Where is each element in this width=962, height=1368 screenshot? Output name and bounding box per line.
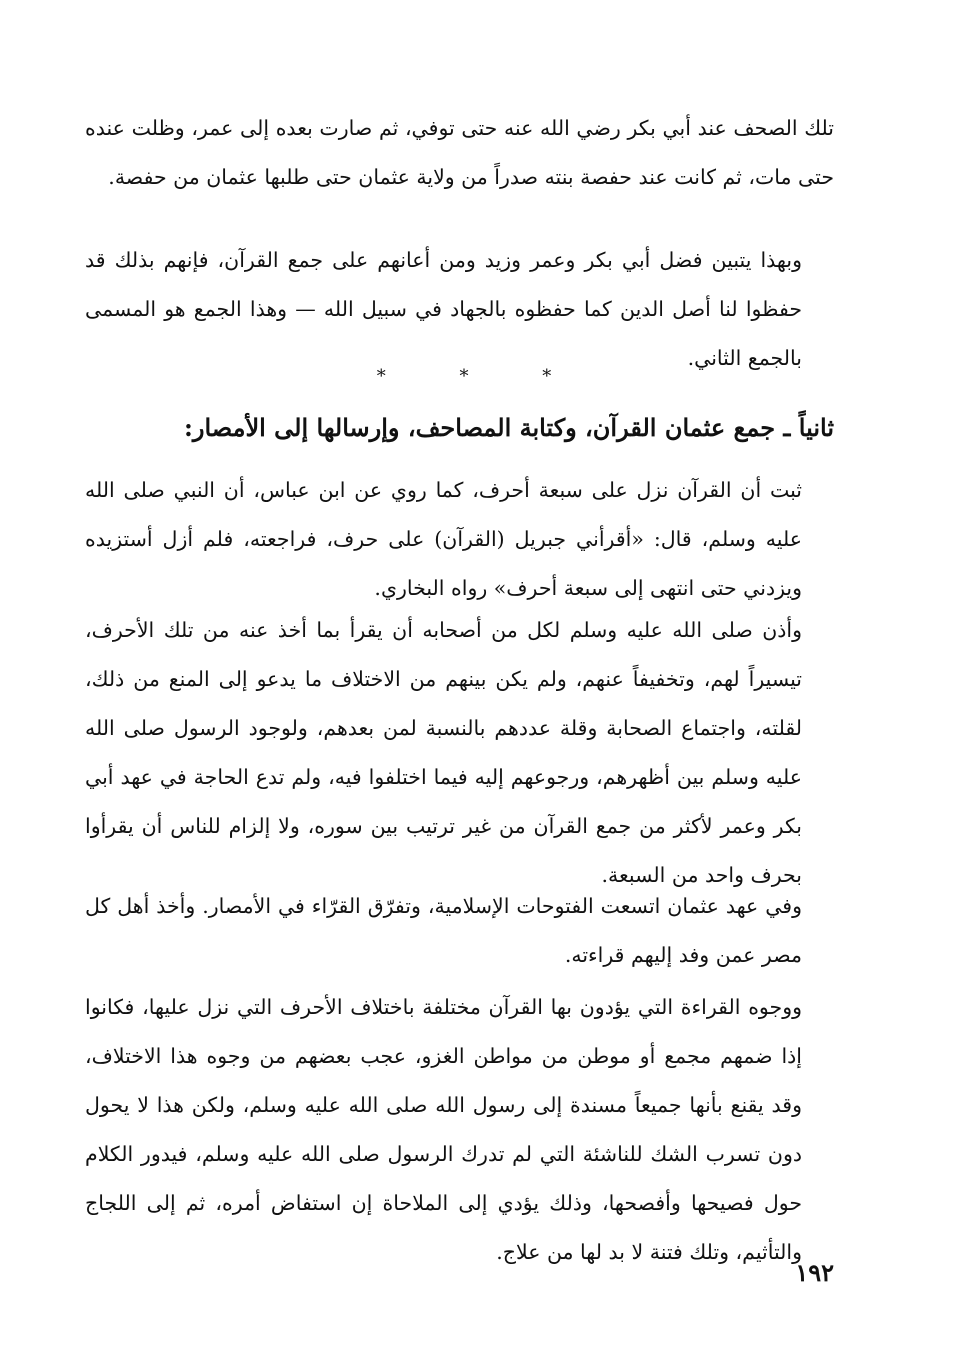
paragraph-6-text: ووجوه القراءة التي يؤدون بها القرآن مختلفة باختلاف الأحرف التي نزل عليها، فكانوا إذا ضمهم مجمع أو موطن من مواطن الغزو، عجب بعضهم من وجوه هذا الاختلاف، وقد يقنع بأنها جميعاً مسندة إلى رسول الله صلى الله عليه وسلم، ولكن هذا لا يحول دون تسرب الشك للناشئة التي لم تدرك الرسول صلى الله عليه وسلم، فيدور الكلام حول فصيحها وأفصحها، وذلك يؤدي إلى الملاحاة إن استفاض أمره، ثم إلى اللجاج والتأثيم، وتلك فتنة لا بد لها من علاج. xyxy=(85,995,802,1264)
paragraph-1-text: تلك الصحف عند أبي بكر رضي الله عنه حتى توفي، ثم صارت بعده إلى عمر، وظلت عنده حتى مات، ثم كانت عند حفصة بنته صدراً من ولاية عثمان حتى طلبها عثمان من حفصة. xyxy=(85,116,834,189)
paragraph-3-text: ثبت أن القرآن نزل على سبعة أحرف، كما روي عن ابن عباس، أن النبي صلى الله عليه وسلم، قال: «أقرأني جبريل (القرآن) على حرف، فراجعته، فلم أزل أستزيده ويزدني حتى انتهى إلى سبعة أحرف» رواه البخاري. xyxy=(85,478,802,600)
paragraph-4-text: وأذن صلى الله عليه وسلم لكل من أصحابه أن يقرأ بما أخذ عنه من تلك الأحرف، تيسيراً لهم، وتخفيفاً عنهم، ولم يكن بينهم من الاختلاف ما يدعو إلى المنع من ذلك، لقلته، واجتماع الصحابة وقلة عددهم بالنسبة لمن بعدهم، ولوجود الرسول صلى الله عليه وسلم بين أظهرهم، ورجوعهم إليه فيما اختلفوا فيه، ولم تدع الحاجة في عهد أبي بكر وعمر لأكثر من جمع القرآن من غير ترتيب بين سوره، ولا إلزام للناس أن يقرأوا بحرف واحد من السبعة. xyxy=(85,618,802,887)
paragraph-6 xyxy=(85,983,834,1277)
paragraph-4 xyxy=(85,606,834,900)
paragraph-3 xyxy=(85,466,834,613)
section-separator: * * * xyxy=(376,366,586,387)
section-heading: ثانياً ـ جمع عثمان القرآن، وكتابة المصاحف، وإرسالها إلى الأمصار: xyxy=(184,413,834,442)
page-number: ١٩٢ xyxy=(795,1258,834,1287)
paragraph-2-text: وبهذا يتبين فضل أبي بكر وعمر وزيد ومن أعانهم على جمع القرآن، فإنهم بذلك قد حفظوا لنا أصل الدين كما حفظوه بالجهاد في سبيل الله — وهذا الجمع هو المسمى بالجمع الثاني. xyxy=(85,248,802,370)
paragraph-2 xyxy=(85,236,834,383)
paragraph-1 xyxy=(85,104,834,202)
paragraph-5-text: وفي عهد عثمان اتسعت الفتوحات الإسلامية، وتفرّق القرّاء في الأمصار. وأخذ أهل كل مصر عمن وفد إليهم قراءته. xyxy=(85,894,802,967)
paragraph-5 xyxy=(85,882,834,980)
